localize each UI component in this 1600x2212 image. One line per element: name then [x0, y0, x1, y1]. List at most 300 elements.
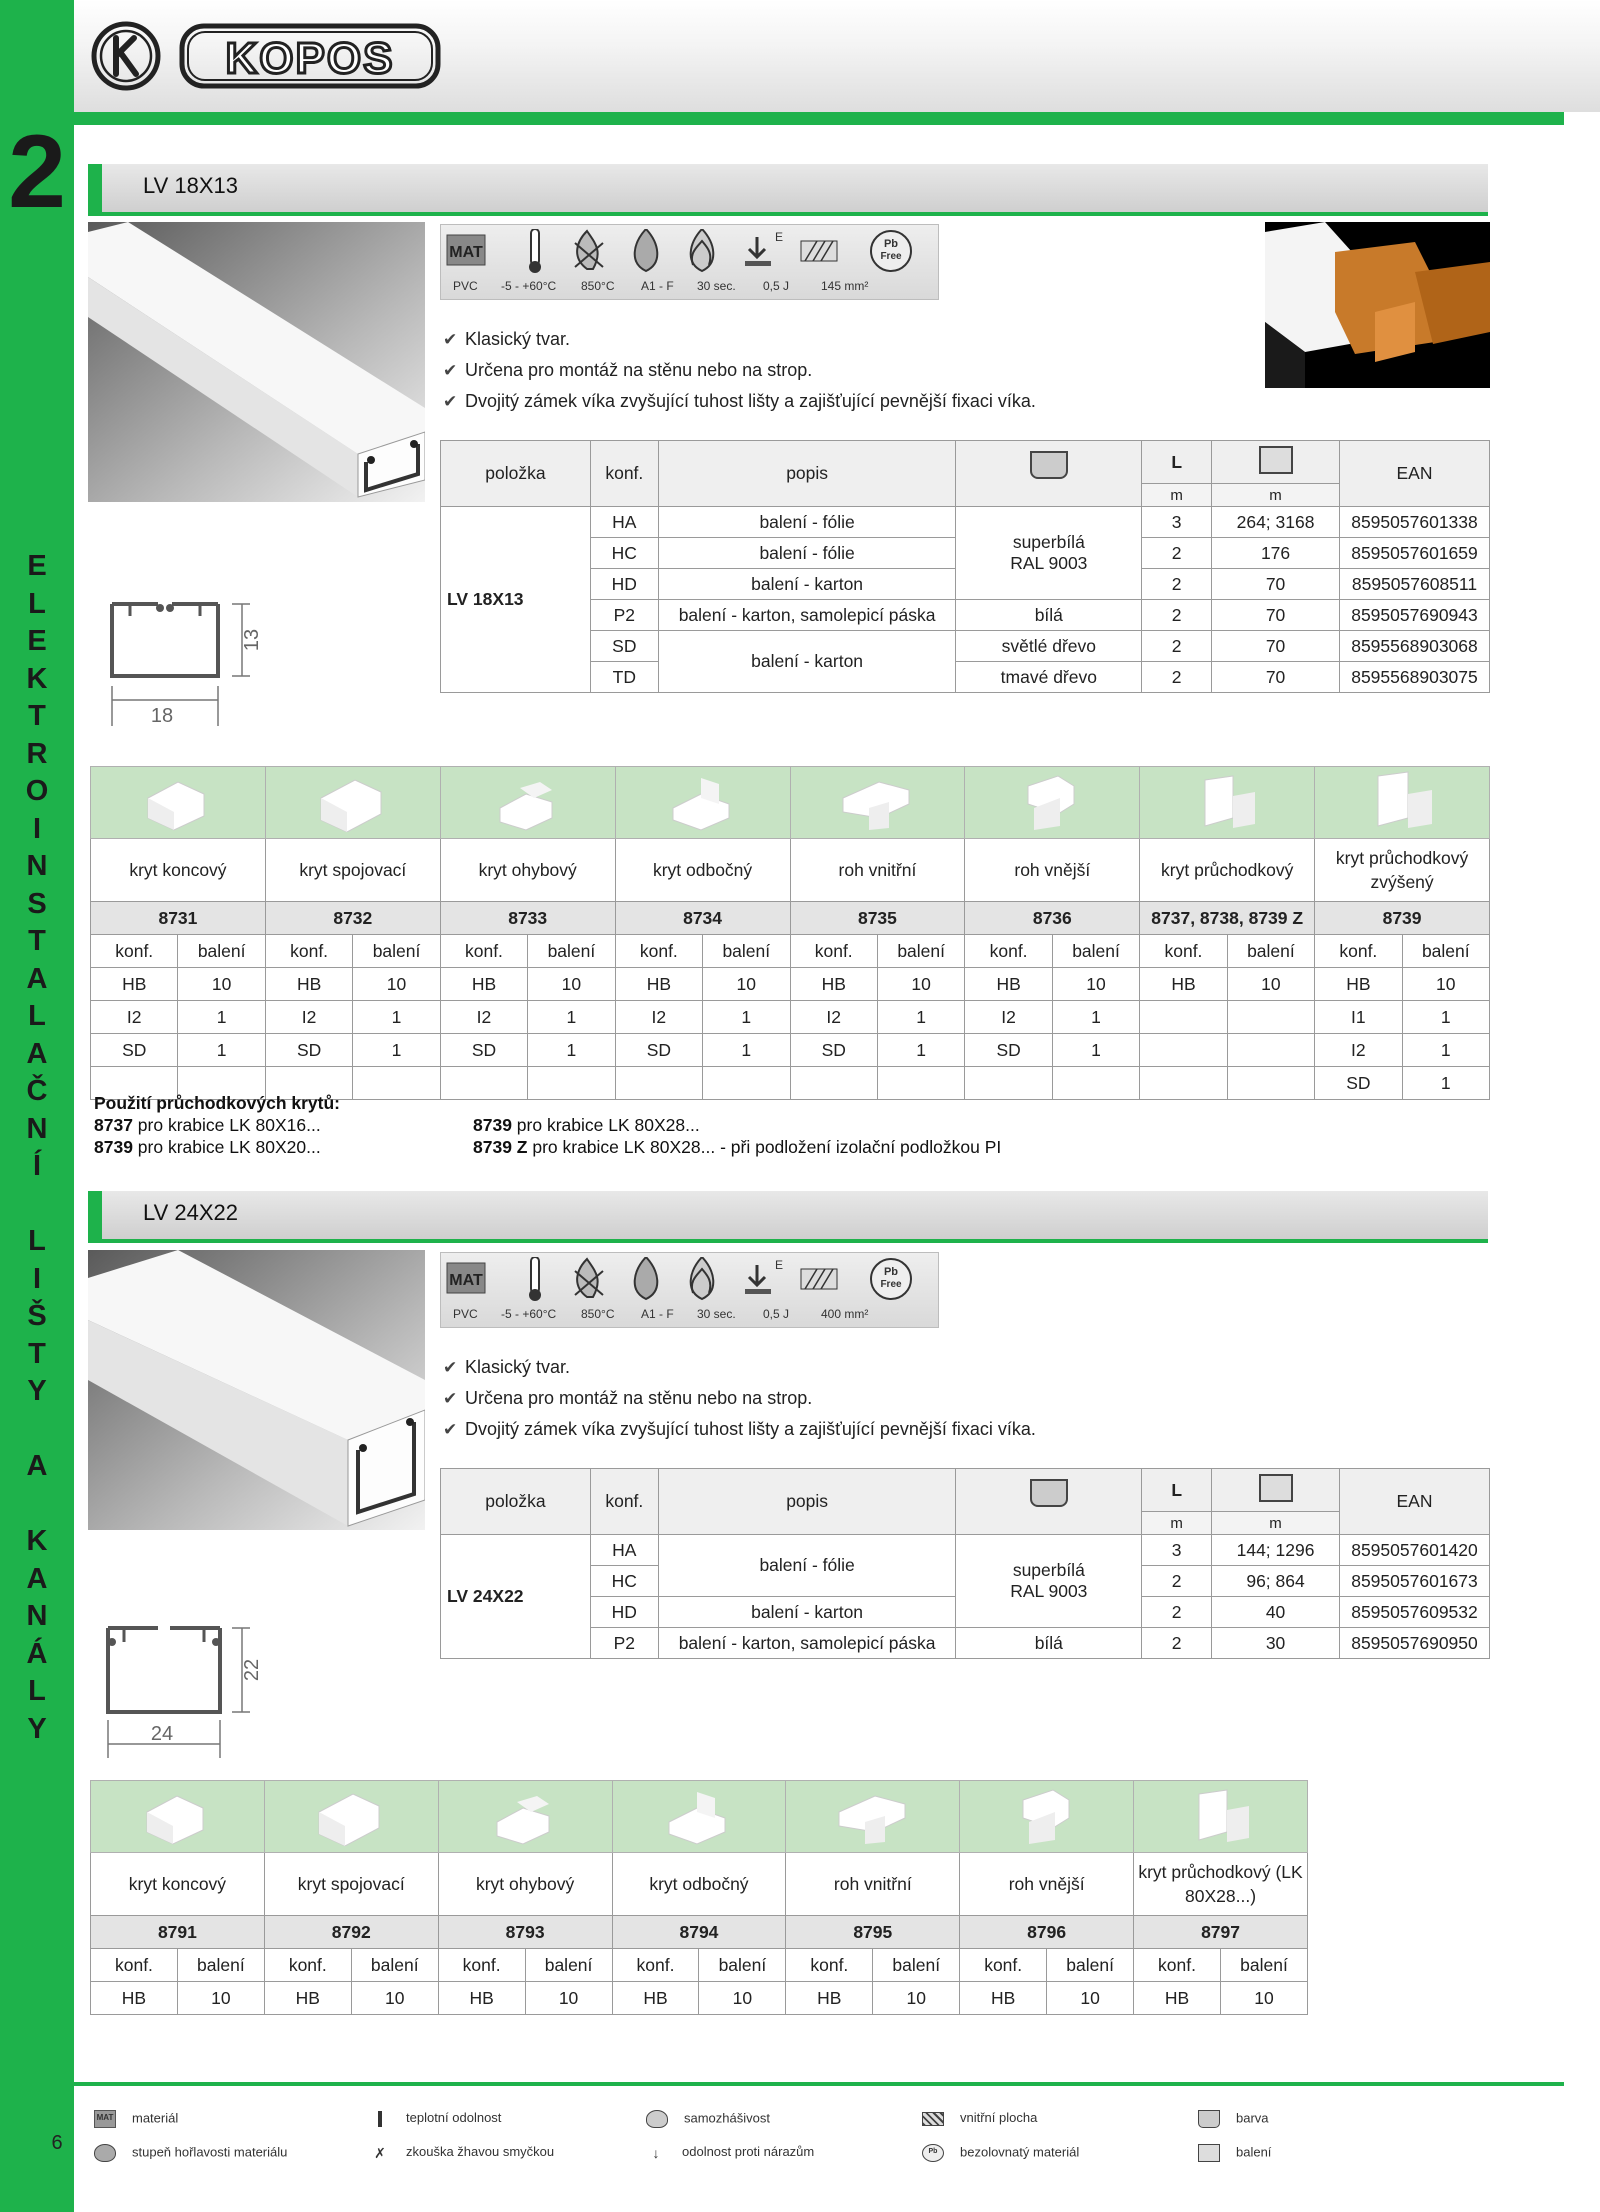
legend-item: [646, 2144, 814, 2161]
chapter-letter: Í: [32, 1150, 42, 1182]
accessory-cell: 1: [178, 1001, 265, 1034]
cell-conf: SD: [590, 631, 658, 662]
accessory-code: 8734: [615, 902, 790, 935]
spec-self-extinguish: 30 sec.: [697, 279, 736, 293]
accessory-image-cell: [790, 767, 965, 839]
mat-icon: MAT: [449, 244, 483, 261]
box-icon: [1259, 446, 1293, 474]
cell-desc: balení - karton: [658, 569, 956, 600]
legend-item: [94, 2144, 287, 2162]
accessory-cell: I1: [1315, 1001, 1402, 1034]
chapter-letter: L: [28, 1225, 46, 1257]
accessory-cell: 10: [353, 968, 440, 1001]
spec-glow-wire: 850°C: [581, 279, 615, 293]
accessory-image-cell: [1315, 767, 1490, 839]
accessory-cell: I2: [1315, 1034, 1402, 1067]
accessory-image: [839, 768, 915, 832]
accessory-image-cell: [91, 1781, 265, 1853]
accessory-image-cell: [440, 767, 615, 839]
accessory-cell: I2: [265, 1001, 352, 1034]
cell-ean: 8595568903068: [1339, 631, 1489, 662]
svg-text:E: E: [775, 230, 784, 244]
accessory-cell: 1: [1052, 1001, 1139, 1034]
width-dimension: 18: [150, 705, 174, 727]
accessory-cell: 1: [703, 1001, 790, 1034]
accessory-cell: HB: [612, 1982, 699, 2015]
accessory-cell: HB: [440, 968, 527, 1001]
accessory-cell: [877, 1067, 964, 1100]
header-divider: [74, 112, 1560, 125]
accessory-image: [140, 768, 216, 832]
accessory-image-cell: [965, 767, 1140, 839]
table-row: [441, 1628, 1490, 1659]
thermometer-icon: [378, 2111, 382, 2127]
accessory-image-cell: [960, 1781, 1134, 1853]
spec-temperature: -5 - +60°C: [501, 1307, 557, 1321]
accessory-cell: HB: [790, 968, 877, 1001]
feature-item: ✔ Klasický tvar.: [443, 1352, 1036, 1383]
sub-header-pack: balení: [1402, 935, 1489, 968]
cell-pack: 264; 3168: [1212, 507, 1340, 538]
flame-icon: [94, 2144, 116, 2162]
legend-item: [370, 2110, 501, 2127]
impact-icon: [745, 230, 783, 266]
paint-bucket-icon: [1030, 451, 1068, 479]
inner-area-icon: [801, 241, 837, 261]
cell-ean: 8595057690950: [1339, 1628, 1489, 1659]
accessory-cell: SD: [440, 1034, 527, 1067]
accessory-cell: 1: [1402, 1067, 1489, 1100]
section-title: LV 18X13: [143, 173, 239, 198]
accessory-cell: 1: [1402, 1034, 1489, 1067]
accessory-cell: 1: [178, 1034, 265, 1067]
accessory-image: [661, 1782, 737, 1846]
chapter-letter: R: [26, 737, 48, 770]
sub-header-pack: balení: [528, 935, 615, 968]
accessory-image-cell: [265, 767, 440, 839]
cell-length: 2: [1142, 1597, 1212, 1628]
sub-header-conf: konf.: [91, 935, 178, 968]
chapter-letter: S: [27, 887, 47, 920]
paint-bucket-icon: [1198, 2110, 1220, 2128]
cell-pack: 70: [1212, 600, 1340, 631]
unit-pack: m: [1212, 1512, 1340, 1535]
sub-header-pack: balení: [525, 1949, 612, 1982]
sub-header-conf: konf.: [615, 935, 702, 968]
notes-heading: Použití průchodkových krytů:: [94, 1093, 340, 1113]
accessory-image-cell: [91, 767, 266, 839]
page-number: 6: [51, 2132, 63, 2154]
chapter-letter: A: [26, 1450, 48, 1482]
cell-desc: balení - karton: [658, 631, 956, 693]
accessory-cell: HB: [265, 968, 352, 1001]
product-photo: [88, 1250, 425, 1530]
specs-panel: [440, 224, 939, 300]
accessory-name: kryt průchodkový (LK 80X28...): [1134, 1853, 1308, 1916]
chapter-letter: K: [26, 662, 48, 695]
accessory-code: 8794: [612, 1916, 786, 1949]
col-pack: [1212, 1469, 1340, 1512]
brand-name: KOPOS: [225, 34, 395, 83]
cross-section-drawing: [100, 1612, 270, 1762]
accessory-cell: HB: [1140, 968, 1227, 1001]
spec-impact: 0,5 J: [763, 1307, 790, 1321]
accessory-name: kryt odbočný: [612, 1853, 786, 1916]
accessory-cell: [1227, 1001, 1314, 1034]
cell-desc: balení - karton, samolepicí páska: [658, 1628, 956, 1659]
check-icon: ✔: [443, 392, 458, 411]
accessory-cell: [1227, 1067, 1314, 1100]
cell-pack: 176: [1212, 538, 1340, 569]
cell-pack: 70: [1212, 662, 1340, 693]
cell-ean: 8595057601659: [1339, 538, 1489, 569]
glow-wire-icon: [575, 231, 603, 269]
height-dimension: 22: [241, 1658, 263, 1682]
chapter-letter: T: [28, 700, 46, 732]
accessory-cell: 1: [877, 1034, 964, 1067]
accessory-code: 8739: [1315, 902, 1490, 935]
cell-conf: TD: [590, 662, 658, 693]
spec-impact: 0,5 J: [763, 279, 790, 293]
section-title: LV 24X22: [143, 1200, 239, 1225]
usage-notes: [94, 1092, 340, 1158]
sub-header-conf: konf.: [1315, 935, 1402, 968]
accessory-cell: 1: [353, 1034, 440, 1067]
accessory-name: kryt průchodkový: [1140, 839, 1315, 902]
spec-flammability: A1 - F: [641, 1307, 674, 1321]
accessory-image: [1364, 768, 1440, 832]
accessory-cell: 10: [528, 968, 615, 1001]
sub-header-pack: balení: [177, 1949, 264, 1982]
cell-length: 2: [1142, 600, 1212, 631]
chapter-letter: N: [26, 1600, 48, 1632]
cell-color: světlé dřevo: [956, 631, 1142, 662]
accessory-cell: HB: [960, 1982, 1047, 2015]
spec-inner-area: 400 mm²: [821, 1307, 869, 1321]
col-ean: EAN: [1339, 441, 1489, 507]
sub-header-conf: konf.: [438, 1949, 525, 1982]
table-row: [441, 1535, 1490, 1566]
accessory-cell: HB: [965, 968, 1052, 1001]
chapter-letter: T: [28, 925, 46, 957]
accessory-name: kryt koncový: [91, 839, 266, 902]
accessory-cell: 1: [703, 1034, 790, 1067]
chapter-letter: Y: [27, 1375, 47, 1407]
sub-header-conf: konf.: [790, 935, 877, 968]
accessory-cell: HB: [1315, 968, 1402, 1001]
sub-header-pack: balení: [877, 935, 964, 968]
spec-flammability: A1 - F: [641, 279, 674, 293]
pb-free-icon: [871, 231, 911, 271]
check-icon: ✔: [443, 1420, 458, 1439]
accessory-cell: HB: [91, 968, 178, 1001]
accessory-cell: 10: [1402, 968, 1489, 1001]
width-dimension: 24: [150, 1723, 174, 1745]
col-item: položka: [441, 1469, 591, 1535]
accessory-name: roh vnitřní: [790, 839, 965, 902]
sub-header-conf: konf.: [1140, 935, 1227, 968]
accessory-cell: HB: [91, 1982, 178, 2015]
legend-item: [922, 2144, 1079, 2162]
accessory-cell: [440, 1067, 527, 1100]
cell-conf: HA: [590, 1535, 658, 1566]
chapter-letter: L: [28, 1000, 46, 1032]
table-row: [91, 1001, 1490, 1034]
cell-ean: 8595057601673: [1339, 1566, 1489, 1597]
table-row: [441, 600, 1490, 631]
note-line: 8739 Z pro krabice LK 80X28... - při podložení izolační podložkou PI: [473, 1137, 1002, 1157]
accessory-image-cell: [438, 1781, 612, 1853]
cell-ean: 8595057608511: [1339, 569, 1489, 600]
check-icon: ✔: [443, 361, 458, 380]
accessory-image: [490, 768, 566, 832]
sub-header-conf: konf.: [264, 1949, 351, 1982]
accessory-cell: I2: [790, 1001, 877, 1034]
cell-pack: 96; 864: [1212, 1566, 1340, 1597]
cell-ean: 8595057690943: [1339, 600, 1489, 631]
header-square: [1526, 112, 1540, 125]
accessory-image: [315, 768, 391, 832]
accessory-cell: SD: [1315, 1067, 1402, 1100]
accessory-cell: 10: [1220, 1982, 1307, 2015]
chapter-letter: N: [26, 850, 48, 882]
col-item: položka: [441, 441, 591, 507]
legend-item: [1198, 2110, 1269, 2128]
cell-desc: balení - fólie: [658, 507, 956, 538]
chapter-letter: Á: [26, 1637, 48, 1670]
cell-length: 2: [1142, 662, 1212, 693]
accessory-cell: HB: [438, 1982, 525, 2015]
spec-material: PVC: [453, 1307, 478, 1321]
chapter-letter: E: [27, 625, 47, 657]
accessory-image-cell: [615, 767, 790, 839]
section-marker: [88, 164, 102, 212]
chapter-number: 2: [8, 114, 66, 230]
legend-label: teplotní odolnost: [406, 2110, 502, 2125]
paint-bucket-icon: [1030, 1479, 1068, 1507]
legend-divider: [74, 2082, 1564, 2086]
product-photo: [88, 222, 425, 502]
chapter-letter: Š: [27, 1300, 47, 1332]
accessory-name: kryt ohybový: [440, 839, 615, 902]
spec-material: PVC: [453, 279, 478, 293]
chapter-letter: O: [25, 775, 49, 807]
accessory-cell: SD: [615, 1034, 702, 1067]
sub-header-pack: balení: [1052, 935, 1139, 968]
svg-text:Free: Free: [880, 1279, 902, 1290]
accessory-cell: [703, 1067, 790, 1100]
item-name: LV 18X13: [441, 507, 591, 693]
accessory-name: kryt odbočný: [615, 839, 790, 902]
accessory-image: [487, 1782, 563, 1846]
accessory-code: 8795: [786, 1916, 960, 1949]
accessory-cell: SD: [965, 1034, 1052, 1067]
height-dimension: 13: [241, 628, 263, 652]
flame-icon: [635, 229, 658, 271]
chapter-letter: K: [26, 1525, 48, 1557]
chapter-letter: A: [26, 1037, 48, 1070]
table-row: [91, 1982, 1308, 2015]
specs-panel: [440, 1252, 939, 1328]
accessory-cell: I2: [440, 1001, 527, 1034]
chapter-letter: T: [28, 1337, 46, 1370]
chapter-letter: E: [27, 550, 47, 582]
legend-label: odolnost proti nárazům: [682, 2144, 815, 2159]
cell-length: 3: [1142, 1535, 1212, 1566]
feature-item: ✔ Klasický tvar.: [443, 324, 1036, 355]
svg-text:E: E: [775, 1258, 784, 1272]
col-desc: popis: [658, 441, 956, 507]
sub-header-pack: balení: [1220, 1949, 1307, 1982]
accessory-cell: I2: [91, 1001, 178, 1034]
mat-icon: MAT: [94, 2110, 116, 2128]
accessory-image: [1014, 768, 1090, 832]
sub-header-pack: balení: [351, 1949, 438, 1982]
accessory-image-cell: [786, 1781, 960, 1853]
accessory-cell: 10: [178, 968, 265, 1001]
legend-label: balení: [1236, 2144, 1272, 2160]
accessory-cell: 1: [1402, 1001, 1489, 1034]
inner-area-icon: [922, 2112, 944, 2126]
cell-conf: P2: [590, 1628, 658, 1659]
item-name: LV 24X22: [441, 1535, 591, 1659]
cell-conf: P2: [590, 600, 658, 631]
legend-item: [1198, 2144, 1271, 2162]
product-table: [440, 440, 1490, 693]
cell-color: superbílá RAL 9003: [956, 507, 1142, 600]
col-length: L: [1142, 1469, 1212, 1512]
cell-pack: 70: [1212, 569, 1340, 600]
accessory-cell: 10: [1227, 968, 1314, 1001]
glow-wire-icon: ✗: [374, 2144, 386, 2161]
kopos-logo: [88, 18, 448, 94]
accessory-cell: 10: [703, 968, 790, 1001]
cell-pack: 70: [1212, 631, 1340, 662]
impact-icon: ↓: [652, 2144, 660, 2161]
cell-length: 3: [1142, 507, 1212, 538]
cell-conf: HA: [590, 507, 658, 538]
unit-pack: m: [1212, 484, 1340, 507]
flame-icon: [635, 1257, 658, 1299]
cell-length: 2: [1142, 1628, 1212, 1659]
accessory-name: roh vnitřní: [786, 1853, 960, 1916]
col-desc: popis: [658, 1469, 956, 1535]
accessory-cell: SD: [265, 1034, 352, 1067]
accessory-code: 8791: [91, 1916, 265, 1949]
accessories-table: [90, 766, 1490, 1100]
accessory-cell: 1: [528, 1001, 615, 1034]
accessory-cell: HB: [264, 1982, 351, 2015]
chapter-letter: L: [28, 587, 46, 620]
accessories-table: [90, 1780, 1308, 2015]
accessory-cell: 10: [1047, 1982, 1134, 2015]
feature-item: ✔ Dvojitý zámek víka zvyšující tuhost lišty a zajišťující pevnější fixaci víka.: [443, 1414, 1036, 1445]
unit-length: m: [1142, 484, 1212, 507]
cell-pack: 144; 1296: [1212, 1535, 1340, 1566]
cell-color: superbílá RAL 9003: [956, 1535, 1142, 1628]
accessory-code: 8793: [438, 1916, 612, 1949]
chapter-letter: Y: [27, 1712, 47, 1745]
sub-header-conf: konf.: [265, 935, 352, 968]
accessory-cell: HB: [786, 1982, 873, 2015]
accessory-image-cell: [1140, 767, 1315, 839]
chapter-title-vertical: [0, 548, 74, 1748]
feature-item: ✔ Dvojitý zámek víka zvyšující tuhost lišty a zajišťující pevnější fixaci víka.: [443, 386, 1036, 417]
spec-self-extinguish: 30 sec.: [697, 1307, 736, 1321]
svg-text:Pb: Pb: [883, 238, 899, 250]
accessory-image: [1189, 768, 1265, 832]
accessory-code: 8737, 8738, 8739 Z: [1140, 902, 1315, 935]
accessory-cell: 1: [1052, 1034, 1139, 1067]
cell-conf: HD: [590, 1597, 658, 1628]
cell-ean: 8595568903075: [1339, 662, 1489, 693]
col-color: [956, 441, 1142, 507]
accessory-cell: 10: [351, 1982, 438, 2015]
cross-section-drawing: [100, 594, 270, 734]
sub-header-pack: balení: [873, 1949, 960, 1982]
sub-header-conf: konf.: [965, 935, 1052, 968]
pb-free-icon: Pb: [922, 2144, 944, 2162]
accessory-cell: [1227, 1034, 1314, 1067]
accessory-code: 8731: [91, 902, 266, 935]
sub-header-conf: konf.: [1134, 1949, 1221, 1982]
accessory-cell: 1: [528, 1034, 615, 1067]
note-line: 8739 pro krabice LK 80X28...: [473, 1115, 700, 1135]
sub-header-conf: konf.: [91, 1949, 178, 1982]
cell-color: tmavé dřevo: [956, 662, 1142, 693]
chapter-letter: I: [32, 1262, 42, 1295]
cell-color: bílá: [956, 600, 1142, 631]
sub-header-conf: konf.: [960, 1949, 1047, 1982]
accessory-cell: [615, 1067, 702, 1100]
feature-item: ✔ Určena pro montáž na stěnu nebo na strop.: [443, 355, 1036, 386]
legend-item: [922, 2110, 1037, 2126]
table-row: [441, 507, 1490, 538]
cell-desc: balení - karton: [658, 1597, 956, 1628]
cell-conf: HC: [590, 1566, 658, 1597]
self-extinguish-icon: [646, 2110, 668, 2128]
impact-icon: [745, 1258, 783, 1294]
legend-label: zkouška žhavou smyčkou: [406, 2144, 555, 2159]
cell-ean: 8595057609532: [1339, 1597, 1489, 1628]
accessory-name: kryt spojovací: [265, 839, 440, 902]
legend-label: bezolovnatý materiál: [960, 2144, 1080, 2160]
col-conf: konf.: [590, 1469, 658, 1535]
unit-length: m: [1142, 1512, 1212, 1535]
sub-header-conf: konf.: [786, 1949, 873, 1982]
accessory-cell: I2: [615, 1001, 702, 1034]
accessory-name: roh vnější: [965, 839, 1140, 902]
col-pack: [1212, 441, 1340, 484]
chapter-letter: A: [26, 962, 48, 995]
cell-length: 2: [1142, 1566, 1212, 1597]
cell-pack: 40: [1212, 1597, 1340, 1628]
legend-label: vnitřní plocha: [960, 2110, 1038, 2125]
cell-conf: HD: [590, 569, 658, 600]
sub-header-conf: konf.: [440, 935, 527, 968]
accessory-cell: SD: [91, 1034, 178, 1067]
feature-list: [443, 324, 1036, 417]
accessory-code: 8733: [440, 902, 615, 935]
chapter-letter: I: [32, 812, 42, 845]
sub-header-pack: balení: [703, 935, 790, 968]
svg-text:Pb: Pb: [883, 1266, 899, 1278]
accessory-image: [665, 768, 741, 832]
accessory-cell: [1052, 1067, 1139, 1100]
accessory-cell: 10: [873, 1982, 960, 2015]
table-row: [91, 1034, 1490, 1067]
self-extinguish-icon: [691, 229, 714, 271]
